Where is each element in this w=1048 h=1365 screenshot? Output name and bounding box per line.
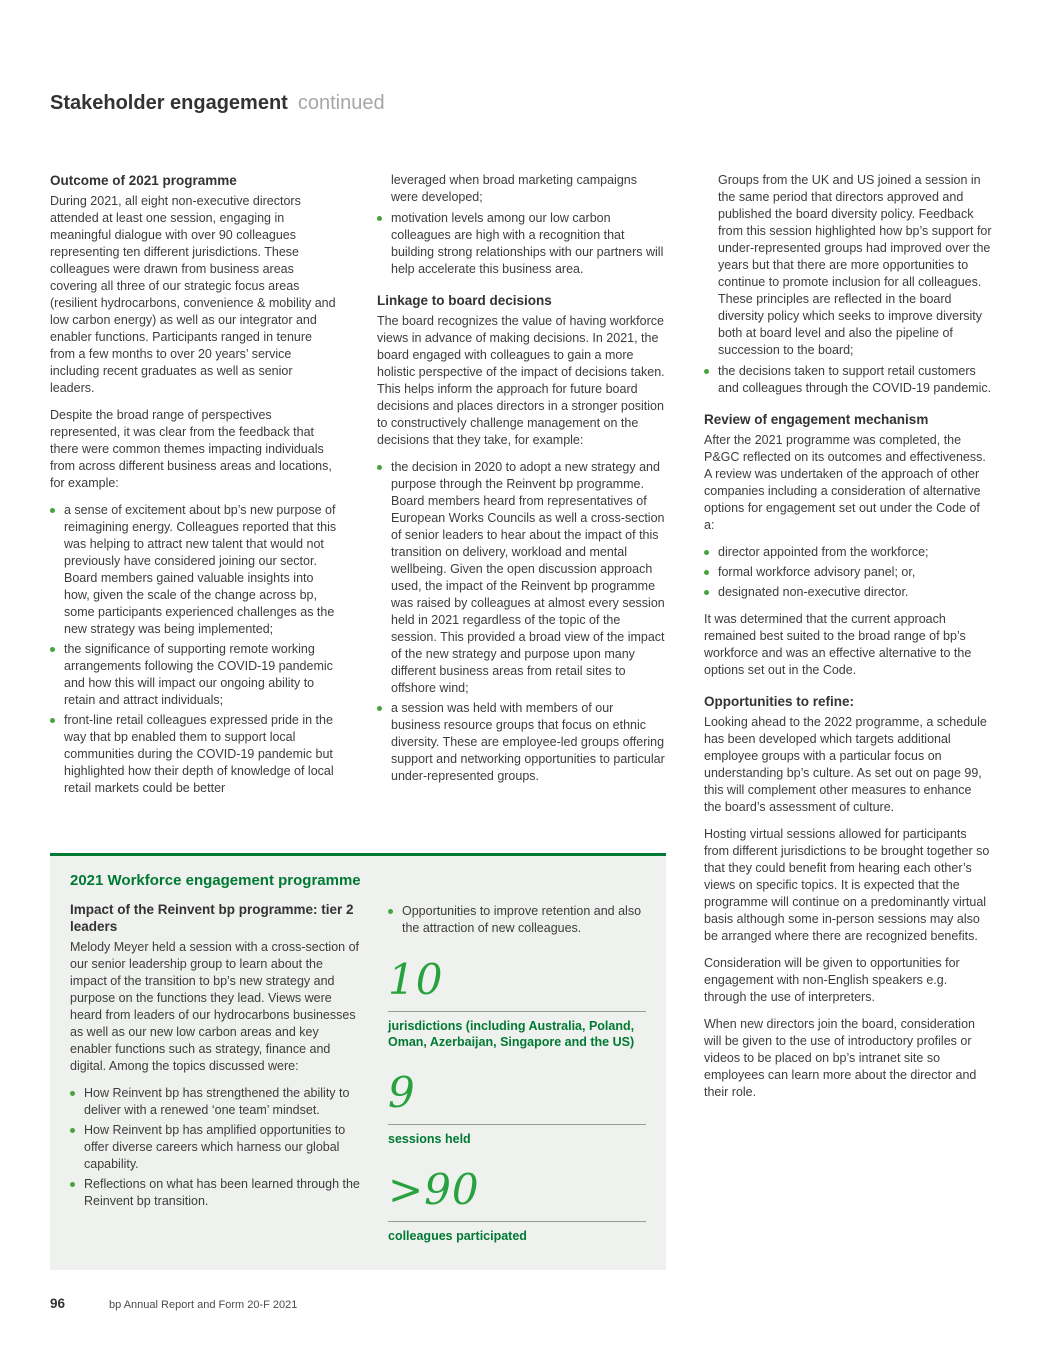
- bullet-icon: [50, 647, 55, 652]
- bullet-item: [704, 363, 992, 397]
- paragraph: After the 2021 programme was completed, the P&GC reflected on its outcomes and effectiveness. A review was undertaken of the approach of other companies including a consideration of alternative options for engagement set out under the Code of a:: [704, 433, 986, 532]
- bullet-icon: [50, 718, 55, 723]
- paragraph: When new directors join the board, consideration will be given to the use of introductory profiles or videos to be placed on bp’s intranet site so employees can learn more about the director and their role.: [704, 1017, 977, 1099]
- stat-value: >90: [388, 1167, 646, 1222]
- bullet-list: [377, 459, 666, 785]
- bullet-icon: [704, 550, 709, 555]
- workforce-engagement-box: [50, 853, 666, 1270]
- stat-label: colleagues participated: [388, 1229, 527, 1243]
- bullet-icon: [704, 590, 709, 595]
- bullet-item: [704, 544, 992, 561]
- paragraph: It was determined that the current approach remained best suited to the broad range of bp’s workforce and was an effective alternative to the options set out in the Code.: [704, 612, 972, 677]
- paragraph: Despite the broad range of perspectives represented, it was clear from the feedback that there were common themes impacting individuals from across different business areas and locations, for example:: [50, 408, 332, 490]
- bullet-item: [388, 903, 646, 937]
- bullet-text: director appointed from the workforce;: [718, 545, 929, 559]
- paragraph: Hosting virtual sessions allowed for participants from different jurisdictions to be brought together so that they could benefit from hearing each other’s views on specific topics. It is expected that the programme will continue on a predominantly virtual basis although some in-person sessions may also be arranged where there are recognized benefits.: [704, 827, 990, 943]
- bullet-list: [388, 903, 646, 937]
- bullet-list: [70, 1085, 362, 1210]
- bullet-icon: [377, 465, 382, 470]
- section-heading-linkage: Linkage to board decisions: [377, 293, 552, 308]
- page-title-suffix: continued: [297, 92, 385, 114]
- bullet-item: [377, 210, 666, 278]
- footer-page-number: 96: [50, 1296, 66, 1311]
- bullet-icon: [377, 706, 382, 711]
- bullet-item: [377, 459, 666, 697]
- bullet-text: a sense of excitement about bp’s new purpose of reimagining energy. Colleagues reported that this was helping to attract new talent that would not previously have considered joining our sector. Board members gained valuable insights into how, given the scale of the change across bp, some participants experienced challenges as the new strategy was being implemented;: [64, 503, 337, 636]
- bullet-icon: [50, 508, 55, 513]
- bullet-text: How Reinvent bp has strengthened the ability to deliver with a renewed ‘one team’ mindset.: [84, 1086, 350, 1117]
- section-heading-review: Review of engagement mechanism: [704, 412, 929, 427]
- stat-colleagues: [388, 1167, 646, 1244]
- bullet-text: a session was held with members of our business resource groups that focus on ethnic diversity. These are employee-led groups offering support and networking opportunities to particular under-represented groups.: [391, 701, 665, 783]
- footer-report-title: bp Annual Report and Form 20-F 2021: [109, 1299, 298, 1311]
- bullet-text: the decisions taken to support retail customers and colleagues through the COVID-19 pandemic.: [718, 364, 992, 395]
- bullet-item: [377, 700, 666, 785]
- bullet-item: [50, 502, 339, 638]
- bullet-item: [70, 1122, 362, 1173]
- box-left-column: [70, 901, 362, 1244]
- continuation-text: Groups from the UK and US joined a session in the same period that directors approved and published the board diversity policy. Feedback from this session highlighted how bp’s support for under-represented groups had improved over the years but that there are more opportunities to continue to promote inclusion for all colleagues. These principles are reflected in the board diversity policy which seeks to improve diversity both at board level and also the pipeline of succession to the board;: [718, 173, 992, 357]
- bullet-icon: [377, 216, 382, 221]
- bullet-text: designated non-executive director.: [718, 585, 909, 599]
- paragraph: Melody Meyer held a session with a cross-section of our senior leadership group to learn about the impact of the transition to bp’s new strategy and purpose on the functions they lead. Views were heard from leaders of our hydrocarbons businesses as well as our new low carbon areas and key enabler functions such as strategy, finance and digital. Among the topics discussed were:: [70, 940, 360, 1073]
- bullet-item: [50, 712, 339, 797]
- bullet-text: front-line retail colleagues expressed pride in the way that bp enabled them to support local communities during the COVID-19 pandemic but highlighted how their depth of knowledge of local retail markets could be better: [64, 713, 334, 795]
- stat-label: sessions held: [388, 1132, 471, 1146]
- page-footer: [50, 1296, 297, 1311]
- page-title: Stakeholder engagement: [50, 92, 288, 114]
- box-right-column: [388, 901, 646, 1244]
- stat-value: 9: [388, 1070, 646, 1125]
- bullet-icon: [70, 1182, 75, 1187]
- left-two-column-area: [50, 172, 666, 1270]
- box-heading: Impact of the Reinvent bp programme: tier 2 leaders: [70, 902, 354, 934]
- paragraph: During 2021, all eight non-executive directors attended at least one session, engaging in meaningful dialogue with over 90 colleagues representing ten different jurisdictions. These colleagues were drawn from business areas covering all three of our strategic focus areas (resilient hydrocarbons, convenience & mobility and low carbon energy) as well as our integrator and enabler functions. Participants ranged in tenure from a few months to over 20 years’ service including recent graduates as well as senior leaders.: [50, 194, 336, 395]
- bullet-text: the decision in 2020 to adopt a new strategy and purpose through the Reinvent bp programme. Board members heard from representatives of European Works Councils as well a cross-section of senior leaders to hear about the impact of this transition on delivery, workload and mental wellbeing. Given the open discussion approach used, the impact of the Reinvent bp programme was raised by colleagues at almost every session held in 2021 regardless of the topic of the session. This provided a broad view of the impact of the new strategy and purpose upon many different business areas from retail sites to offshore wind;: [391, 460, 665, 695]
- bullet-item: [70, 1176, 362, 1210]
- bullet-text: formal workforce advisory panel; or,: [718, 565, 916, 579]
- continuation-text: leveraged when broad marketing campaigns were developed;: [391, 173, 637, 204]
- bullet-item: [70, 1085, 362, 1119]
- bullet-icon: [704, 369, 709, 374]
- paragraph: Looking ahead to the 2022 programme, a schedule has been developed which targets additional employee groups with a particular focus on understanding bp’s culture. As set out on page 99, this will complement other measures to enhance the board’s assessment of culture.: [704, 715, 987, 814]
- bullet-icon: [70, 1091, 75, 1096]
- bullet-item: [704, 564, 992, 581]
- paragraph: Consideration will be given to opportunities for engagement with non-English speakers e.g. through the use of interpreters.: [704, 956, 960, 1004]
- bullet-list: [50, 502, 339, 797]
- column-3: [704, 172, 992, 1270]
- bullet-list: [704, 363, 992, 397]
- stat-value: 10: [388, 957, 646, 1012]
- section-heading-opportunities: Opportunities to refine:: [704, 694, 854, 709]
- bullet-text: How Reinvent bp has amplified opportunities to offer diverse careers which harness our global capability.: [84, 1123, 346, 1171]
- bullet-text: the significance of supporting remote working arrangements following the COVID-19 pandemic and how this will impact our ongoing ability to retain and attract individuals;: [64, 642, 333, 707]
- box-title: 2021 Workforce engagement programme: [70, 872, 361, 889]
- bullet-text: Opportunities to improve retention and also the attraction of new colleagues.: [402, 904, 642, 935]
- paragraph: The board recognizes the value of having workforce views in advance of making decisions. In 2021, the board engaged with colleagues to gain a more holistic perspective of the impact of decisions taken. This helps inform the approach for future board decisions and places directors in a stronger position to constructively challenge management on the decisions that they take, for example:: [377, 314, 665, 447]
- bullet-icon: [70, 1128, 75, 1133]
- section-heading-outcome: Outcome of 2021 programme: [50, 173, 237, 188]
- column-2: [377, 172, 666, 807]
- bullet-icon: [388, 909, 393, 914]
- column-1: [50, 172, 339, 807]
- bullet-icon: [704, 570, 709, 575]
- stat-sessions: [388, 1070, 646, 1147]
- bullet-list: [704, 544, 992, 601]
- stat-jurisdictions: [388, 957, 646, 1050]
- bullet-text: motivation levels among our low carbon colleagues are high with a recognition that building strong relationships with our partners will help accelerate this business area.: [391, 211, 664, 276]
- page-header: [50, 92, 992, 115]
- page-content: [50, 172, 992, 1270]
- bullet-item: [50, 641, 339, 709]
- stat-label: jurisdictions (including Australia, Poland, Oman, Azerbaijan, Singapore and the US): [388, 1019, 635, 1049]
- bullet-text: Reflections on what has been learned through the Reinvent bp transition.: [84, 1177, 360, 1208]
- bullet-list: [377, 210, 666, 278]
- bullet-item: [704, 584, 992, 601]
